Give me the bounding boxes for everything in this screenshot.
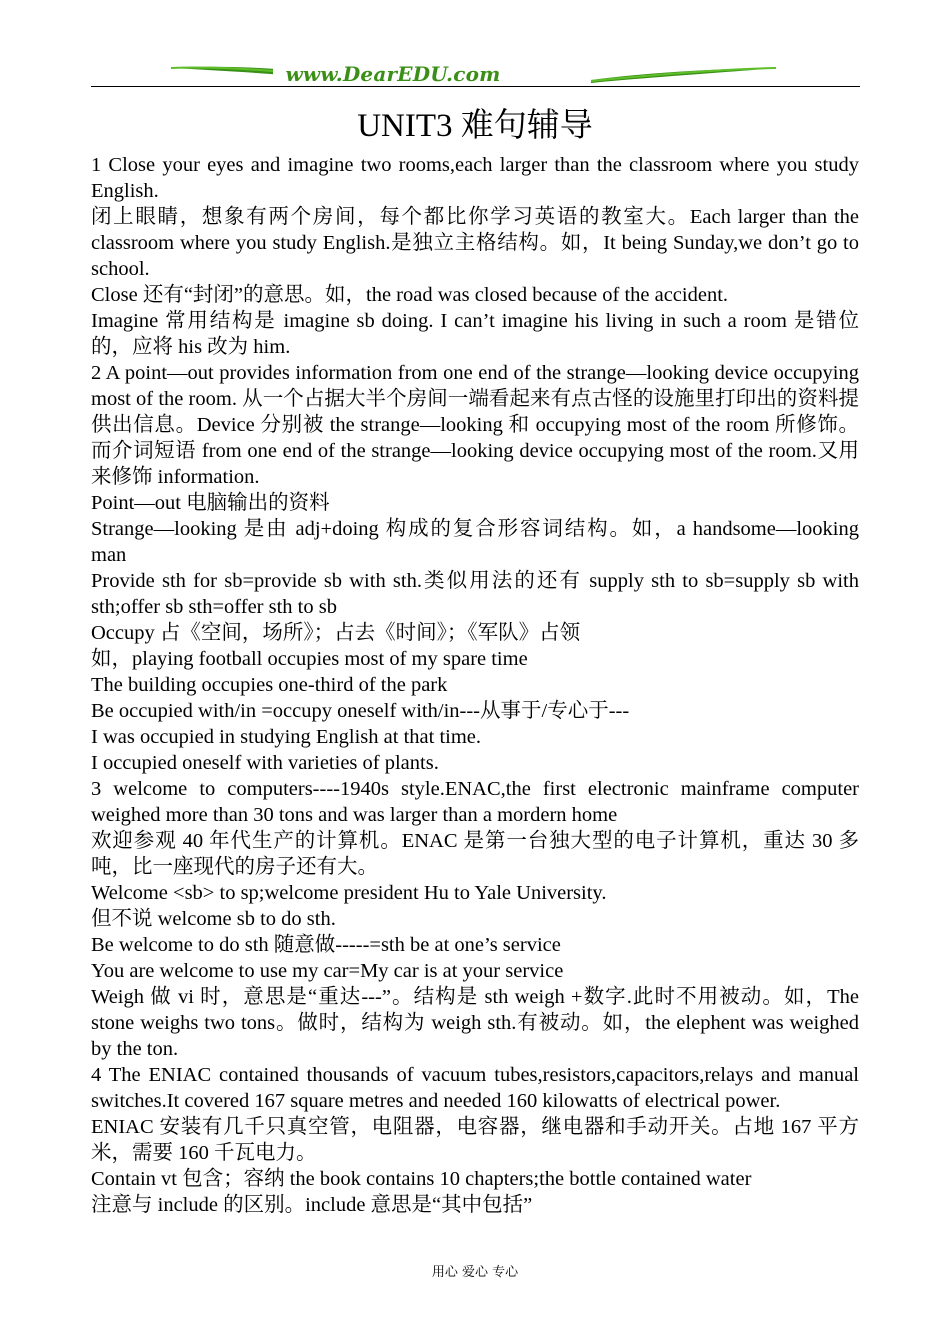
- paragraph: 2 A point—out provides information from one end of the strange—looking device occupying most of the room. 从一个占据大半个房间一端看起来有点古怪的设施里打印出的资料提供出信息。Device 分别被 the strange—looking 和 occupying most of the room 所修饰。而介词短语 from one end of the strange—looking device occupying most of the room.又用来修饰 information.: [91, 362, 859, 488]
- paragraph: ENIAC 安装有几千只真空管，电阻器，电容器，继电器和手动开关。占地 167 平方米，需要 160 千瓦电力。: [91, 1116, 859, 1164]
- paragraph: 3 welcome to computers----1940s style.ENAC,the first electronic mainframe computer weighed more than 30 tons and was larger than a mordern home: [91, 778, 859, 826]
- paragraph: 注意与 include 的区别。include 意思是“其中包括”: [91, 1194, 533, 1216]
- paragraph: 4 The ENIAC contained thousands of vacuum tubes,resistors,capacitors,relays and manual switches.It covered 167 square metres and needed 160 kilowatts of electrical power.: [91, 1064, 859, 1112]
- paragraph: Point—out 电脑输出的资料: [91, 492, 330, 514]
- paragraph: 闭上眼睛，想象有两个房间，每个都比你学习英语的教室大。Each larger than the classroom where you study English.是独立主格结构。如，It being Sunday,we don’t go to school.: [91, 206, 859, 280]
- paragraph: Be occupied with/in =occupy oneself with/in---从事于/专心于---: [91, 700, 630, 722]
- paragraph: Contain vt 包含；容纳 the book contains 10 chapters;the bottle contained water: [91, 1168, 752, 1190]
- header-rule: [91, 86, 860, 87]
- paragraph: Strange—looking 是由 adj+doing 构成的复合形容词结构。如，a handsome—looking man: [91, 518, 859, 566]
- paragraph: 1 Close your eyes and imagine two rooms,each larger than the classroom where you study English.: [91, 154, 859, 202]
- document-body: [91, 152, 859, 1218]
- paragraph: I occupied oneself with varieties of plants.: [91, 752, 439, 774]
- paragraph: Provide sth for sb=provide sb with sth.类似用法的还有 supply sth to sb=supply sb with sth;offer sb sth=offer sth to sb: [91, 570, 859, 618]
- paragraph: I was occupied in studying English at that time.: [91, 726, 482, 748]
- paragraph: Weigh 做 vi 时，意思是“重达---”。结构是 sth weigh +数字.此时不用被动。如，The stone weighs two tons。做时，结构为 weigh sth.有被动。如，the elephent was weighed by the ton.: [91, 986, 859, 1060]
- paragraph: Be welcome to do sth 随意做-----=sth be at one’s service: [91, 934, 561, 956]
- paragraph: 如，playing football occupies most of my spare time: [91, 648, 528, 670]
- page-footer: 用心 爱心 专心: [431, 1265, 519, 1280]
- paragraph: The building occupies one-third of the park: [91, 674, 448, 696]
- paragraph: Occupy 占《空间，场所》；占去《时间》；《军队》占领: [91, 622, 581, 644]
- paragraph: 但不说 welcome sb to do sth.: [91, 908, 336, 930]
- paragraph: Imagine 常用结构是 imagine sb doing. I can’t imagine his living in such a room 是错位的，应将 his 改为 him.: [91, 310, 859, 358]
- paragraph: Welcome <sb> to sp;welcome president Hu to Yale University.: [91, 882, 607, 904]
- page-title: UNIT3 难句辅导: [357, 108, 593, 144]
- page-header: [91, 62, 860, 90]
- paragraph: Close 还有“封闭”的意思。如，the road was closed because of the accident.: [91, 284, 729, 306]
- logo-text: www.DearEDU.com: [273, 63, 513, 85]
- paragraph: 欢迎参观 40 年代生产的计算机。ENAC 是第一台独大型的电子计算机，重达 30 多吨，比一座现代的房子还有大。: [91, 830, 859, 878]
- paragraph: You are welcome to use my car=My car is at your service: [91, 960, 564, 982]
